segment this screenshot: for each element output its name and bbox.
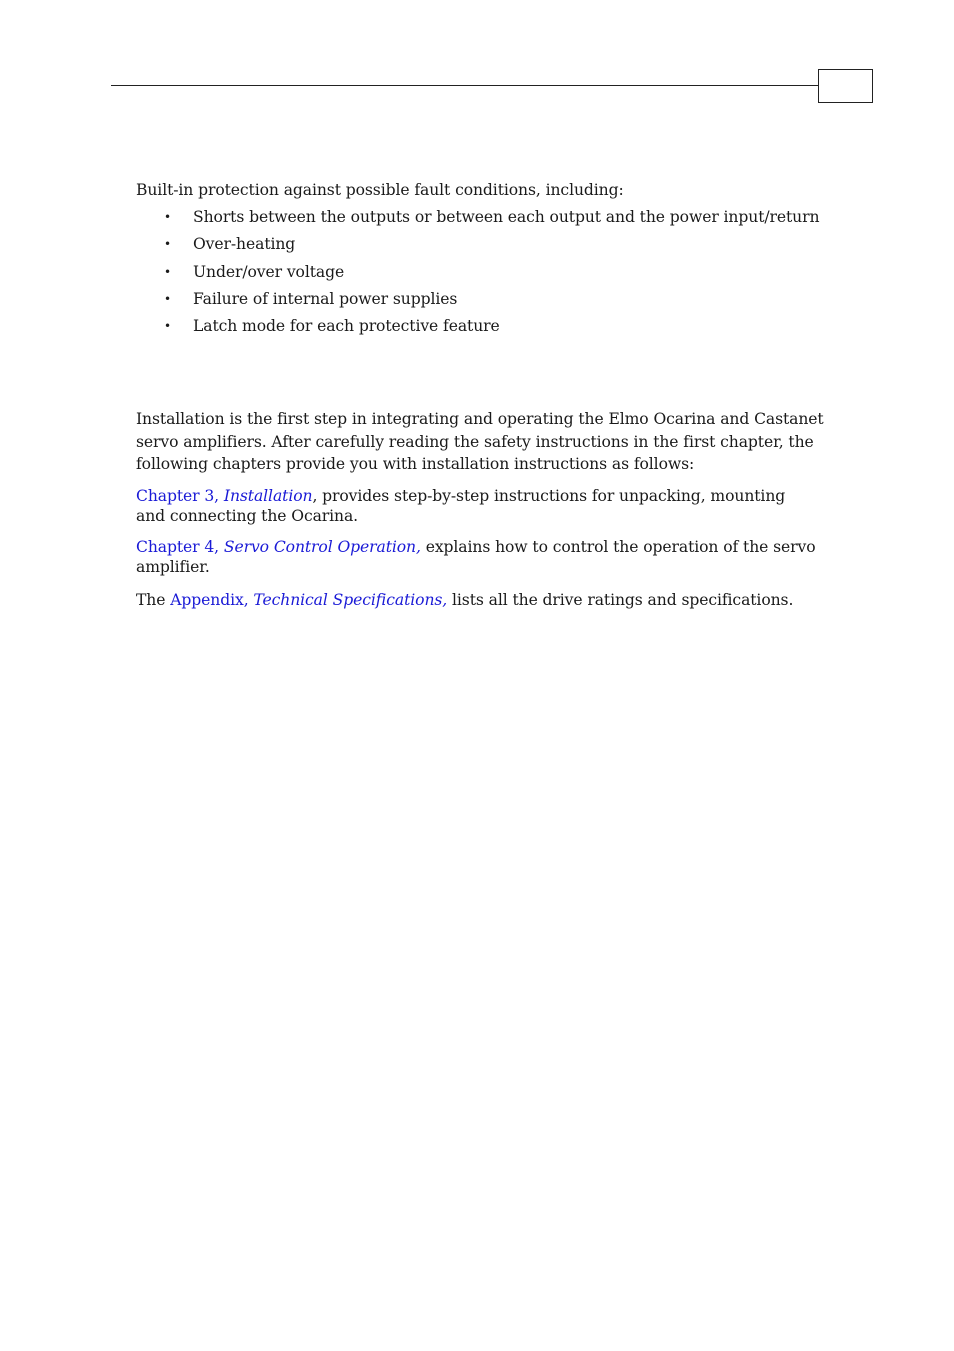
page-number-box <box>818 69 873 103</box>
chapter4-link[interactable]: Chapter 4, <box>136 538 224 556</box>
appendix-text: lists all the drive ratings and specifications. <box>447 591 794 609</box>
bullet-icon: • <box>164 237 171 252</box>
appendix-paragraph <box>136 589 793 612</box>
protection-intro: Built-in protection against possible fault conditions, including: <box>136 181 624 199</box>
chapter3-text-line-2: and connecting the Ocarina. <box>136 506 359 525</box>
chapter3-paragraph <box>136 487 785 526</box>
installation-line-3: following chapters provide you with installation instructions as follows: <box>136 455 695 473</box>
appendix-link[interactable]: Appendix, <box>170 591 254 609</box>
bullet-icon: • <box>164 319 171 334</box>
bullet-icon: • <box>164 210 171 224</box>
chapter3-text: , provides step-by-step instructions for unpacking, mounting <box>312 487 786 505</box>
installation-paragraph <box>136 408 824 476</box>
chapter4-text-line-2: amplifier. <box>136 557 210 576</box>
chapter4-text: explains how to control the operation of the servo <box>420 538 816 556</box>
chapter4-paragraph <box>136 538 816 577</box>
appendix-prefix: The <box>136 591 171 609</box>
chapter3-link[interactable]: Chapter 3, <box>136 487 224 505</box>
bullet-icon: • <box>164 291 171 306</box>
header-rule <box>111 85 819 86</box>
chapter4-link-title[interactable]: Servo Control Operation, <box>223 538 421 556</box>
appendix-link-title[interactable]: Technical Specifications, <box>253 591 448 609</box>
bullet-icon: • <box>164 264 171 279</box>
chapter3-link-title[interactable]: Installation <box>223 487 313 505</box>
installation-line-2: servo amplifiers. After carefully reading the safety instructions in the first chapter, the <box>136 432 814 451</box>
installation-line-1: Installation is the first step in integrating and operating the Elmo Ocarina and Castanet <box>136 410 824 428</box>
